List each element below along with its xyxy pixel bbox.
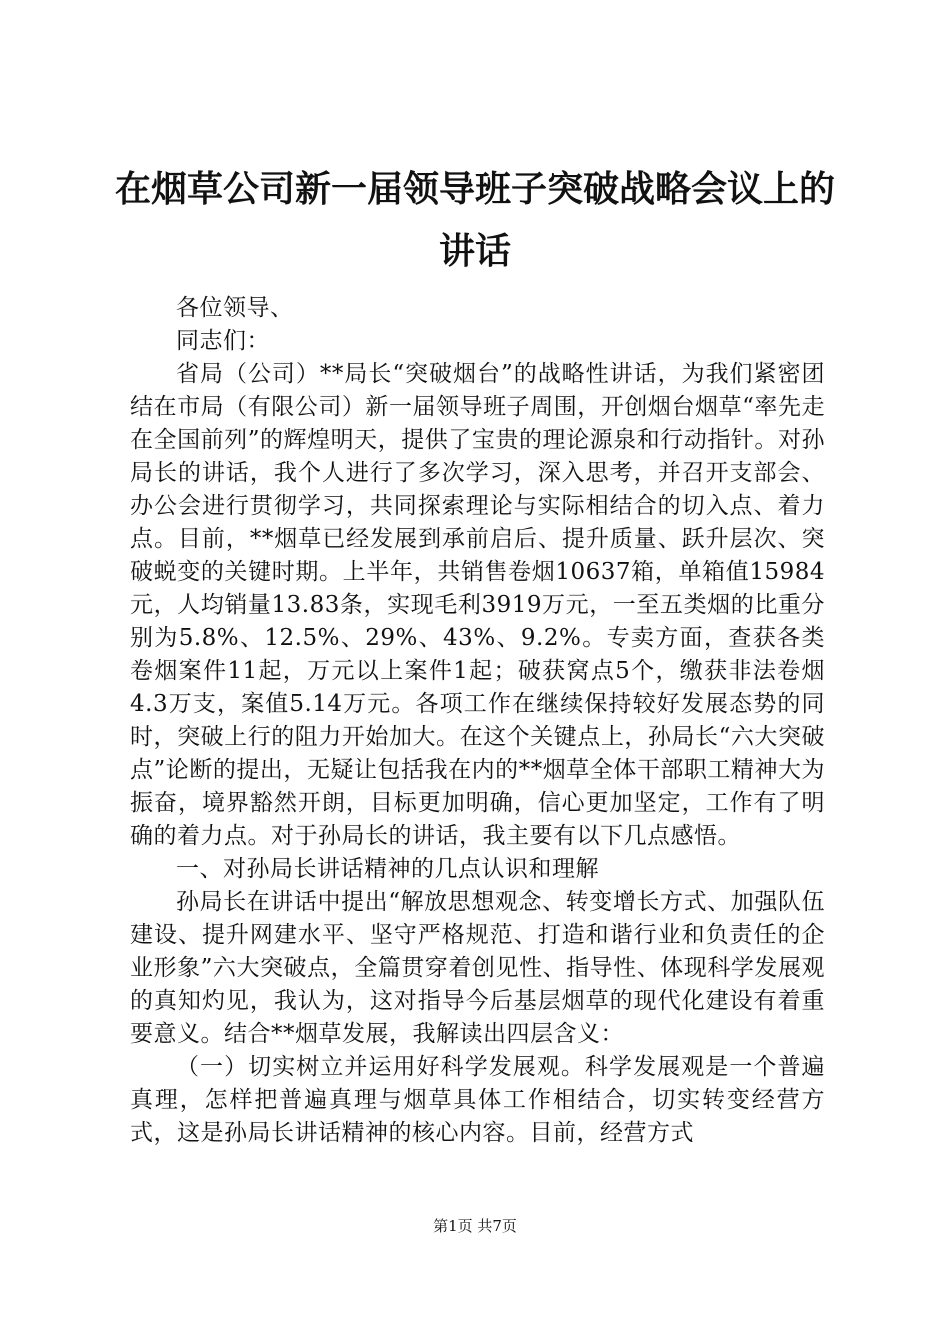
page-footer: 第1页 共7页: [433, 1217, 517, 1235]
salutation-comrades: 同志们：: [176, 328, 270, 354]
paragraph-scientific-development: （一）切实树立并运用好科学发展观。科学发展观是一个普遍真理，怎样把普遍真理与烟草具体工作相结合，切实转变经营方式，这是孙局长讲话精神的核心内容。目前，经营方式: [130, 1054, 825, 1146]
paragraph-six-breakthroughs: 孙局长在讲话中提出“解放思想观念、转变增长方式、加强队伍建设、提升网建水平、坚守严格规范、打造和谐行业和负责任的企业形象”六大突破点，全篇贯穿着创见性、指导性、体现科学发展观的真知灼见，我认为，这对指导今后基层烟草的现代化建设有着重要意义。结合**烟草发展，我解读出四层含义：: [130, 889, 825, 1047]
salutation-leaders: 各位领导、: [176, 295, 294, 321]
section-heading-1: 一、对孙局长讲话精神的几点认识和理解: [176, 856, 599, 882]
document-title: 在烟草公司新一届领导班子突破战略会议上的讲话: [114, 168, 835, 272]
document-body: [130, 292, 825, 1150]
paragraph-intro: 省局（公司）**局长“突破烟台”的战略性讲话，为我们紧密团结在市局（有限公司）新一届领导班子周围，开创烟台烟草“率先走在全国前列”的辉煌明天，提供了宝贵的理论源泉和行动指针。对孙局长的讲话，我个人进行了多次学习，深入思考，并召开支部会、办公会进行贯彻学习，共同探索理论与实际相结合的切入点、着力点。目前，**烟草已经发展到承前启后、提升质量、跃升层次、突破蜕变的关键时期。上半年，共销售卷烟10637箱，单箱值15984元，人均销量13.83条，实现毛利3919万元，一至五类烟的比重分别为5.8%、12.5%、29%、43%、9.2%。专卖方面，查获各类卷烟案件11起，万元以上案件1起；破获窝点5个，缴获非法卷烟4.3万支，案值5.14万元。各项工作在继续保持较好发展态势的同时，突破上行的阻力开始加大。在这个关键点上，孙局长“六大突破点”论断的提出，无疑让包括我在内的**烟草全体干部职工精神大为振奋，境界豁然开朗，目标更加明确，信心更加坚定，工作有了明确的着力点。对于孙局长的讲话，我主要有以下几点感悟。: [130, 361, 825, 849]
